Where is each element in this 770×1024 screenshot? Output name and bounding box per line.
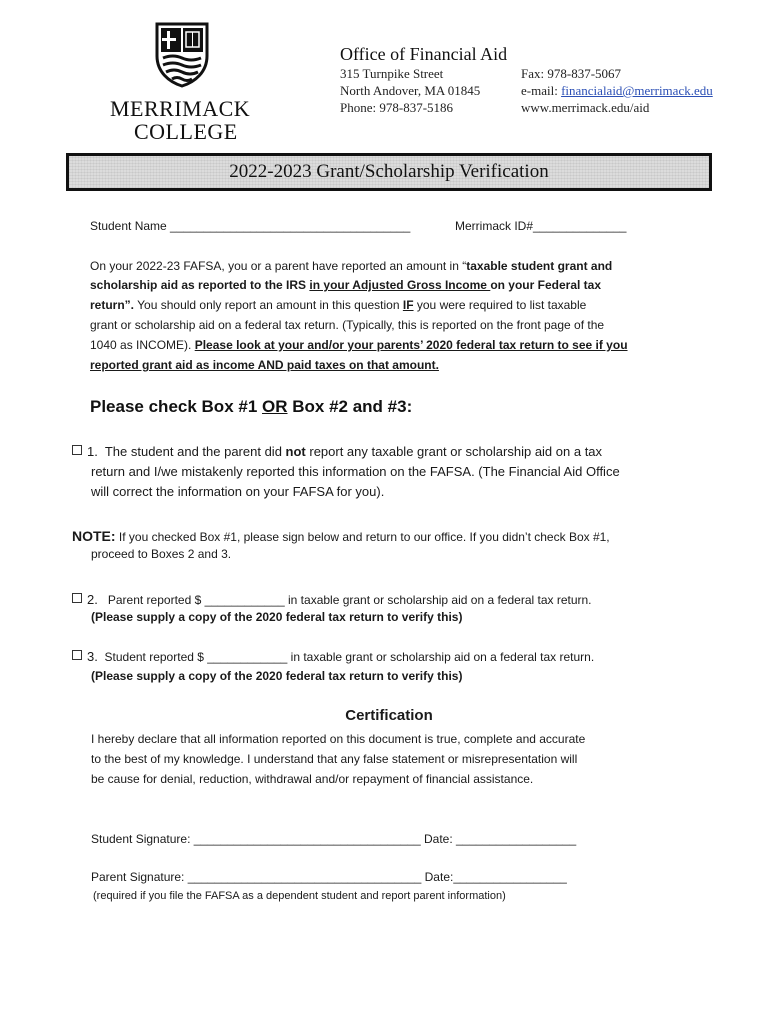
office-phone: Phone: 978-837-5186 (340, 100, 454, 115)
certification-line-1: I hereby declare that all information reported on this document is true, complete and accurate (91, 732, 586, 746)
box3-checkbox[interactable] (72, 650, 82, 660)
student-name-field[interactable]: Student Name ____________________________________ (90, 219, 411, 233)
intro-bold: scholarship aid as reported to the IRS (90, 278, 310, 292)
intro-line-1 (90, 257, 612, 277)
box2-checkbox[interactable] (72, 593, 82, 603)
box2-note: (Please supply a copy of the 2020 federal tax return to verify this) (91, 610, 463, 624)
check-heading (90, 397, 412, 417)
certification-heading (0, 707, 770, 724)
intro-bold: return”. (90, 298, 135, 312)
title-bar (66, 153, 712, 191)
certification-line-3: be cause for denial, reduction, withdrawal and/or repayment of financial assistance. (91, 772, 534, 786)
check-heading-or: OR (262, 397, 288, 416)
box1-checkbox[interactable] (72, 445, 82, 455)
office-email-row (521, 83, 713, 99)
page-title: 2022-2023 Grant/Scholarship Verification (229, 161, 549, 182)
box1-text: report any taxable grant or scholarship aid on a tax (305, 444, 603, 459)
check-heading-text: Please check Box #1 (90, 397, 263, 416)
office-title: Office of Financial Aid (340, 44, 508, 64)
note-line-2: proceed to Boxes 2 and 3. (91, 547, 232, 561)
logo-wordmark-line2: COLLEGE (134, 119, 238, 144)
logo-wordmark-line1: MERRIMACK (110, 96, 251, 121)
intro-line-3 (90, 296, 586, 316)
box3-number: 3. (87, 649, 98, 664)
intro-line-6 (90, 356, 439, 376)
office-email-label: e-mail: (521, 83, 562, 98)
box1-not: not (285, 444, 306, 459)
certification-line-2: to the best of my knowledge. I understand that any false statement or misrepresentation will (91, 752, 578, 766)
office-email-link[interactable]: financialaid@merrimack.edu (561, 83, 713, 98)
student-signature-field[interactable]: Student Signature: __________________________________ Date: __________________ (91, 832, 577, 846)
intro-text: 1040 as INCOME). (90, 338, 195, 352)
office-city: North Andover, MA 01845 (340, 83, 481, 98)
intro-bold-underline: in your Adjusted Gross Income (309, 278, 491, 292)
office-website[interactable]: www.merrimack.edu/aid (521, 100, 650, 115)
check-heading-text: Box #2 and #3: (287, 397, 413, 416)
box1-number: 1. (87, 444, 98, 459)
merrimack-id-field[interactable]: Merrimack ID#______________ (455, 219, 627, 233)
intro-bold-underline: reported grant aid as income AND paid taxes on that amount. (90, 358, 439, 372)
parent-signature-note: (required if you file the FAFSA as a dependent student and report parent information) (93, 890, 506, 902)
box1-line-3: will correct the information on your FAFSA for you). (91, 484, 385, 499)
note-line-1 (72, 527, 610, 547)
box2-line (72, 590, 592, 610)
note-label: NOTE: (72, 528, 116, 544)
note-text: If you checked Box #1, please sign below and return to our office. If you didn’t check Box #1, (115, 530, 610, 544)
certification-heading-text: Certification (345, 707, 433, 724)
box3-line (72, 647, 594, 667)
box1-text: The student and the parent did (104, 444, 286, 459)
intro-bold-underline: Please look at your and/or your parents’ 2020 federal tax return to see if you (194, 338, 628, 352)
office-street: 315 Turnpike Street (340, 66, 444, 81)
office-fax: Fax: 978-837-5067 (521, 66, 622, 81)
intro-text: On your 2022-23 FAFSA, you or a parent have reported an amount in “ (90, 259, 467, 273)
intro-line-2 (90, 276, 601, 296)
box3-note: (Please supply a copy of the 2020 federal tax return to verify this) (91, 669, 463, 683)
intro-bold: on your Federal tax (490, 278, 602, 292)
box1-line-2: return and I/we mistakenly reported this information on the FAFSA. (The Financial Aid Office (91, 464, 620, 479)
parent-signature-field[interactable]: Parent Signature: ___________________________________ Date:_________________ (91, 870, 567, 884)
intro-text: You should only report an amount in this question (134, 298, 403, 312)
intro-bold: taxable student grant and (466, 259, 613, 273)
intro-line-4: grant or scholarship aid on a federal tax return. (Typically, this is reported on the front page of the (90, 318, 605, 332)
box3-text: Student reported $ ____________ in taxable grant or scholarship aid on a federal tax return. (104, 650, 595, 664)
box2-text: Parent reported $ ____________ in taxable grant or scholarship aid on a federal tax return. (107, 593, 592, 607)
intro-line-5 (90, 336, 628, 356)
box2-number: 2. (87, 592, 98, 607)
shield-crest-icon (155, 22, 209, 88)
intro-if: IF (402, 298, 414, 312)
intro-text: you were required to list taxable (413, 298, 587, 312)
box1-line-1 (72, 442, 602, 462)
